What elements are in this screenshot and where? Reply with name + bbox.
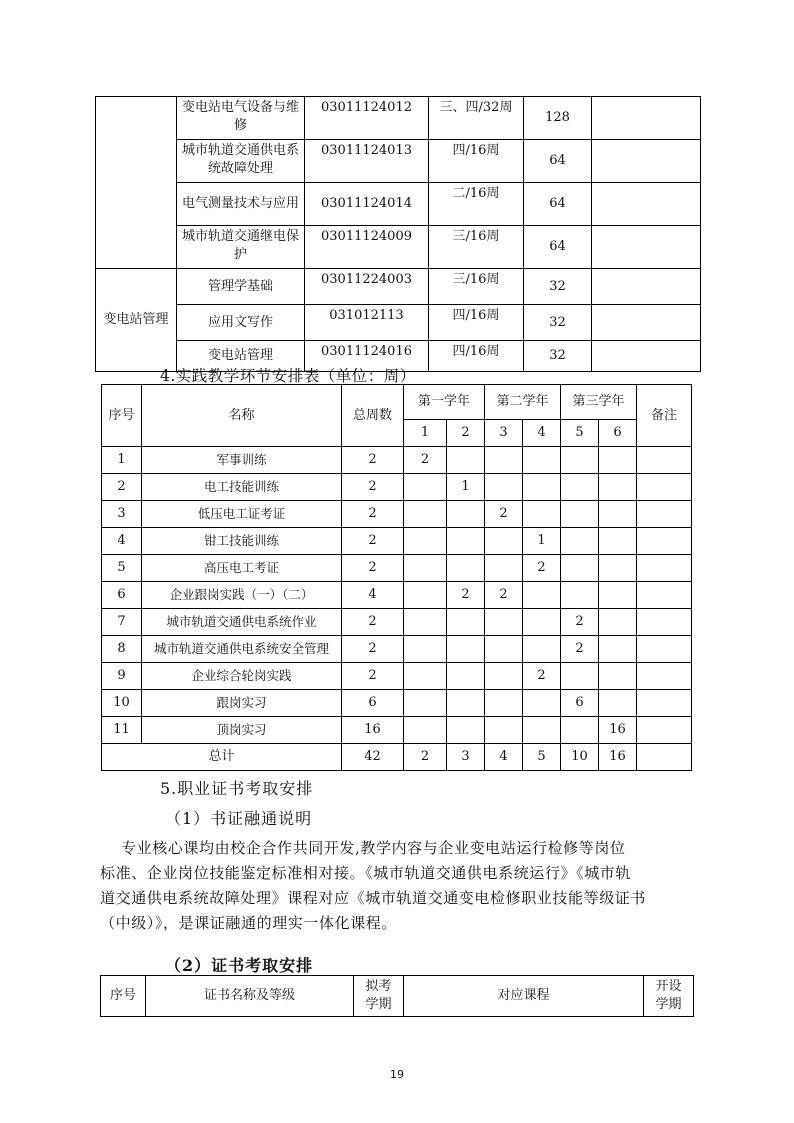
row-term-value: 2: [523, 663, 561, 690]
row-term-value: [599, 690, 637, 717]
total-row: [102, 744, 692, 771]
row-name: 顶岗实习: [142, 717, 342, 744]
row-remarks: [637, 717, 692, 744]
header-year-1: 第一学年: [404, 385, 485, 420]
row-name: 城市轨道交通供电系统安全管理: [142, 636, 342, 663]
header-remarks: 备注: [637, 385, 692, 447]
row-term-value: [523, 447, 561, 474]
course-name: 城市轨道交通继电保护: [177, 226, 305, 269]
subsection-1-title: （1）书证融通说明: [165, 809, 313, 828]
row-name: 军事训练: [142, 447, 342, 474]
total-term: 5: [523, 744, 561, 771]
row-weeks: 4: [342, 582, 404, 609]
row-term-value: [404, 690, 447, 717]
header-exam-term: 拟考学期: [354, 976, 404, 1017]
table-row: [102, 501, 692, 528]
row-term-value: [599, 663, 637, 690]
row-term-value: [485, 636, 523, 663]
table-row: [96, 183, 701, 226]
row-remarks: [637, 555, 692, 582]
course-code: 03011124014: [305, 183, 429, 226]
course-name: 管理学基础: [177, 269, 305, 305]
total-term: 3: [447, 744, 485, 771]
empty-cell: [592, 140, 701, 183]
row-weeks: 2: [342, 663, 404, 690]
row-index: 6: [102, 582, 142, 609]
row-term-value: [485, 474, 523, 501]
row-term-value: [599, 501, 637, 528]
header-term: 6: [599, 420, 637, 447]
row-index: 8: [102, 636, 142, 663]
row-name: 高压电工考证: [142, 555, 342, 582]
row-term-value: [485, 717, 523, 744]
course-hours: 64: [524, 226, 592, 269]
total-term: 2: [404, 744, 447, 771]
course-code: 03011124012: [305, 97, 429, 140]
course-term: 二/16周: [429, 183, 524, 226]
row-term-value: [447, 663, 485, 690]
row-term-value: [599, 609, 637, 636]
row-term-value: [523, 474, 561, 501]
course-code: 03011124009: [305, 226, 429, 269]
certificate-table: [100, 975, 694, 1017]
row-remarks: [637, 636, 692, 663]
row-remarks: [637, 528, 692, 555]
subsection-2-title: （2）证书考取安排: [165, 956, 314, 975]
row-term-value: [404, 582, 447, 609]
row-term-value: [447, 528, 485, 555]
paragraph-line: （中级）》，是课证融通的理实一体化课程。: [100, 914, 398, 932]
table-row: [102, 717, 692, 744]
header-term: 4: [523, 420, 561, 447]
table-row: [96, 140, 701, 183]
header-total-weeks: 总周数: [342, 385, 404, 447]
row-weeks: 2: [342, 555, 404, 582]
table-row: [102, 663, 692, 690]
row-weeks: 6: [342, 690, 404, 717]
group-label: 变电站管理: [96, 269, 177, 372]
row-term-value: [561, 528, 599, 555]
row-remarks: [637, 609, 692, 636]
row-term-value: [485, 609, 523, 636]
row-index: 1: [102, 447, 142, 474]
table-row: [102, 582, 692, 609]
row-term-value: [404, 663, 447, 690]
course-hours: 64: [524, 183, 592, 226]
row-term-value: [485, 555, 523, 582]
empty-cell: [592, 341, 701, 372]
row-term-value: [523, 690, 561, 717]
table-row: [102, 690, 692, 717]
row-term-value: [599, 636, 637, 663]
row-name: 企业跟岗实践（一）（二）: [142, 582, 342, 609]
row-term-value: [447, 501, 485, 528]
row-term-value: [599, 474, 637, 501]
course-term: 三/16周: [429, 269, 524, 305]
course-hours: 128: [524, 97, 592, 140]
course-name: 变电站管理: [177, 341, 305, 372]
header-term: 5: [561, 420, 599, 447]
row-term-value: 2: [561, 636, 599, 663]
row-term-value: [404, 474, 447, 501]
row-name: 电工技能训练: [142, 474, 342, 501]
table-row: [102, 447, 692, 474]
row-term-value: 1: [523, 528, 561, 555]
table-row: [96, 226, 701, 269]
row-term-value: [404, 609, 447, 636]
header-cert-name: 证书名称及等级: [146, 976, 354, 1017]
course-term: 三、四/32周: [429, 97, 524, 140]
total-term: 4: [485, 744, 523, 771]
header-term: 3: [485, 420, 523, 447]
row-term-value: [485, 528, 523, 555]
row-index: 9: [102, 663, 142, 690]
row-term-value: 1: [447, 474, 485, 501]
course-code: 03011124013: [305, 140, 429, 183]
row-term-value: [561, 447, 599, 474]
header-open-term: 开设学期: [644, 976, 694, 1017]
course-term: 四/16周: [429, 305, 524, 341]
course-table: [95, 96, 701, 372]
total-term: 10: [561, 744, 599, 771]
empty-cell: [592, 183, 701, 226]
row-term-value: [561, 555, 599, 582]
paragraph-line: 道交通供电系统故障处理》课程对应《城市轨道交通变电检修职业技能等级证书: [100, 889, 647, 907]
header-index: 序号: [101, 976, 146, 1017]
row-term-value: [561, 501, 599, 528]
row-term-value: [404, 717, 447, 744]
row-remarks: [637, 690, 692, 717]
row-term-value: [523, 582, 561, 609]
row-remarks: [637, 582, 692, 609]
row-remarks: [637, 474, 692, 501]
course-term: 三/16周: [429, 226, 524, 269]
row-weeks: 2: [342, 528, 404, 555]
row-term-value: [447, 636, 485, 663]
row-term-value: [447, 609, 485, 636]
header-index: 序号: [102, 385, 142, 447]
row-term-value: [599, 555, 637, 582]
row-index: 3: [102, 501, 142, 528]
row-remarks: [637, 501, 692, 528]
row-term-value: [599, 447, 637, 474]
course-hours: 64: [524, 140, 592, 183]
row-name: 城市轨道交通供电系统作业: [142, 609, 342, 636]
row-term-value: [523, 717, 561, 744]
table-row: [102, 636, 692, 663]
total-weeks: 42: [342, 744, 404, 771]
table-row: [96, 97, 701, 140]
table-row: [96, 305, 701, 341]
row-term-value: [561, 663, 599, 690]
row-term-value: 16: [599, 717, 637, 744]
row-term-value: 2: [523, 555, 561, 582]
empty-cell: [592, 305, 701, 341]
row-name: 低压电工证考证: [142, 501, 342, 528]
row-term-value: [404, 501, 447, 528]
course-code: 031012113: [305, 305, 429, 341]
row-term-value: [485, 663, 523, 690]
header-year-3: 第三学年: [561, 385, 637, 420]
course-code: 03011124016: [305, 341, 429, 372]
empty-cell: [592, 97, 701, 140]
course-name: 电气测量技术与应用: [177, 183, 305, 226]
row-weeks: 16: [342, 717, 404, 744]
row-term-value: [447, 690, 485, 717]
table-row: [96, 269, 701, 305]
row-remarks: [637, 663, 692, 690]
row-term-value: [404, 528, 447, 555]
row-term-value: [485, 447, 523, 474]
course-code: 03011224003: [305, 269, 429, 305]
row-index: 5: [102, 555, 142, 582]
row-name: 钳工技能训练: [142, 528, 342, 555]
row-term-value: [404, 555, 447, 582]
row-term-value: [523, 609, 561, 636]
row-term-value: [561, 582, 599, 609]
row-term-value: 2: [404, 447, 447, 474]
course-name: 变电站电气设备与维修: [177, 97, 305, 140]
group-label-cell: [96, 97, 177, 269]
row-term-value: [485, 690, 523, 717]
empty-cell: [592, 269, 701, 305]
section-4-title: 4.实践教学环节安排表（单位：周）: [160, 367, 416, 385]
header-name: 名称: [142, 385, 342, 447]
row-term-value: [447, 717, 485, 744]
row-remarks: [637, 447, 692, 474]
row-index: 2: [102, 474, 142, 501]
row-term-value: [523, 501, 561, 528]
row-term-value: 2: [447, 582, 485, 609]
row-term-value: [447, 555, 485, 582]
row-term-value: [561, 474, 599, 501]
page-number: 19: [390, 1068, 404, 1081]
header-year-2: 第二学年: [485, 385, 561, 420]
practice-table: [101, 384, 692, 771]
course-hours: 32: [524, 269, 592, 305]
total-term: 16: [599, 744, 637, 771]
table-row: [102, 474, 692, 501]
section-5-title: 5.职业证书考取安排: [160, 779, 314, 798]
integration-paragraph: [100, 836, 689, 936]
course-name: 应用文写作: [177, 305, 305, 341]
row-term-value: 2: [561, 609, 599, 636]
table-row: [102, 609, 692, 636]
row-term-value: [599, 528, 637, 555]
row-weeks: 2: [342, 636, 404, 663]
row-term-value: [561, 717, 599, 744]
table-row: [102, 528, 692, 555]
header-row: [101, 976, 694, 1017]
course-hours: 32: [524, 305, 592, 341]
row-index: 11: [102, 717, 142, 744]
row-weeks: 2: [342, 501, 404, 528]
row-index: 7: [102, 609, 142, 636]
row-term-value: [599, 582, 637, 609]
empty-cell: [592, 226, 701, 269]
total-label: 总计: [102, 744, 342, 771]
row-name: 企业综合轮岗实践: [142, 663, 342, 690]
table-row: [102, 555, 692, 582]
row-term-value: [404, 636, 447, 663]
paragraph-line: 专业核心课均由校企合作共同开发,教学内容与企业变电站运行检修等岗位: [121, 839, 626, 857]
row-term-value: [447, 447, 485, 474]
row-term-value: 2: [485, 582, 523, 609]
course-name: 城市轨道交通供电系统故障处理: [177, 140, 305, 183]
header-course: 对应课程: [404, 976, 644, 1017]
course-term: 四/16周: [429, 341, 524, 372]
row-index: 4: [102, 528, 142, 555]
row-weeks: 2: [342, 474, 404, 501]
header-row: [102, 385, 692, 420]
row-term-value: 2: [485, 501, 523, 528]
row-index: 10: [102, 690, 142, 717]
course-term: 四/16周: [429, 140, 524, 183]
total-remarks: [637, 744, 692, 771]
header-term: 2: [447, 420, 485, 447]
row-name: 跟岗实习: [142, 690, 342, 717]
row-term-value: [523, 636, 561, 663]
header-term: 1: [404, 420, 447, 447]
row-term-value: 6: [561, 690, 599, 717]
paragraph-line: 标准、企业岗位技能鉴定标准相对接。《城市轨道交通供电系统运行》《城市轨: [100, 864, 632, 882]
row-weeks: 2: [342, 447, 404, 474]
row-weeks: 2: [342, 609, 404, 636]
course-hours: 32: [524, 341, 592, 372]
